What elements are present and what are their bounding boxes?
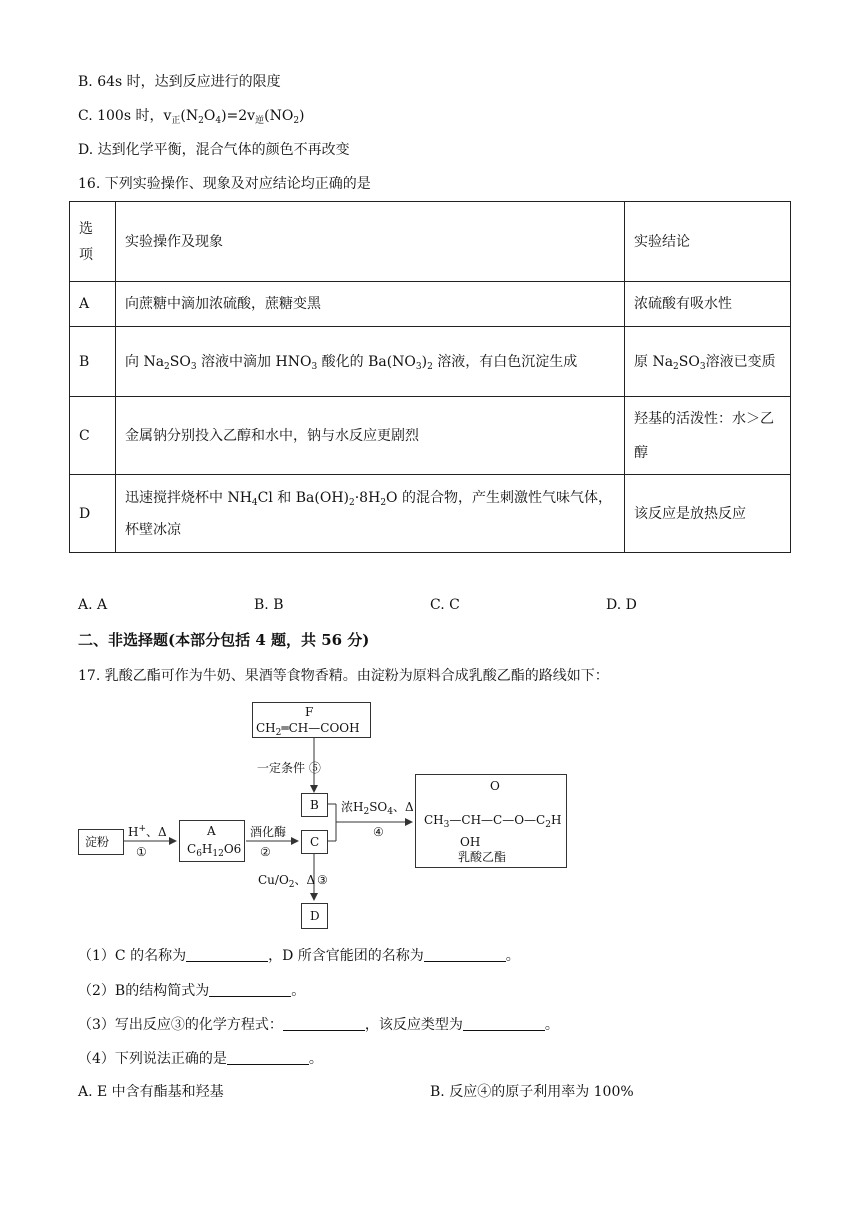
- compound-c-label: C: [310, 835, 320, 849]
- product-carbonyl-o: O: [490, 779, 500, 793]
- q15-option-d: D. 达到化学平衡，混合气体的颜色不再改变: [78, 142, 350, 158]
- q15-option-c: C. 100s 时，$v_正(N_2O_4)=2v_逆(NO_2)$: [78, 108, 305, 126]
- header-conclusion: 实验结论: [625, 202, 791, 282]
- step-number-1: ①: [136, 845, 147, 859]
- answer-blank[interactable]: [227, 1050, 309, 1065]
- condition-3: $Cu/O_2$、Δ: [258, 873, 316, 890]
- answer-blank[interactable]: [463, 1016, 545, 1031]
- answer-option-d: D. D: [606, 597, 637, 613]
- q17-sub2: （2）B的结构简式为 。: [78, 983, 306, 999]
- condition-1: H+、Δ: [128, 824, 167, 839]
- product-hydroxyl: OH: [460, 835, 481, 849]
- condition-5: 一定条件 ⑤: [257, 761, 321, 775]
- answer-blank[interactable]: [209, 982, 291, 997]
- q16-stem: 16. 下列实验操作、现象及对应结论均正确的是: [78, 176, 371, 192]
- table-row: [70, 397, 791, 475]
- q17-sub3: （3）写出反应③的化学方程式： ，该反应类型为 。: [78, 1017, 559, 1033]
- row-operation: 迅速搅拌烧杯中 $NH_4Cl$ 和 $Ba(OH)_2\cdot 8H_2O$ 的混合物，产生刺激性气味气体， 杯壁冰凉: [116, 475, 625, 553]
- compound-c-box: [301, 830, 328, 854]
- q17-sub4: （4）下列说法正确的是 。: [78, 1051, 323, 1067]
- compound-b-label: B: [310, 798, 319, 812]
- starch-label: 淀粉: [85, 835, 110, 849]
- table-header-row: [70, 202, 791, 282]
- q15-option-b: B. 64s 时，达到反应进行的限度: [78, 74, 281, 90]
- q17-option-b: B. 反应④的原子利用率为 100%: [430, 1084, 634, 1100]
- row-conclusion: 原 $Na_2SO_3$溶液已变质: [625, 327, 791, 397]
- step-number-3: ③: [317, 873, 328, 887]
- compound-f-label: F: [305, 705, 314, 719]
- compound-f-box: [252, 702, 371, 738]
- step-number-2: ②: [260, 845, 271, 859]
- row-conclusion: 该反应是放热反应: [625, 475, 791, 553]
- table-row: [70, 327, 791, 397]
- answer-option-b: B. B: [254, 597, 284, 613]
- starch-box: [78, 829, 124, 855]
- q16-answer-options: [0, 597, 860, 617]
- row-operation: 金属钠分别投入乙醇和水中，钠与水反应更剧烈: [116, 397, 625, 475]
- q17-sub1: （1）C 的名称为 ，D 所含官能团的名称为 。: [78, 948, 520, 964]
- q17-option-a: A. E 中含有酯基和羟基: [78, 1084, 224, 1100]
- answer-option-a: A. A: [78, 597, 108, 613]
- row-operation: 向 $Na_2SO_3$ 溶液中滴加 $HNO_3$ 酸化的 $Ba(NO_3)_2$ 溶液，有白色沉淀生成: [116, 327, 625, 397]
- answer-blank[interactable]: [283, 1016, 365, 1031]
- condition-2: 酒化酶: [250, 825, 287, 839]
- header-operation: 实验操作及现象: [116, 202, 625, 282]
- compound-b-box: [301, 793, 328, 817]
- q16-table: [69, 201, 791, 553]
- compound-d-label: D: [310, 909, 320, 923]
- product-name: 乳酸乙酯: [458, 850, 507, 864]
- row-label: C: [70, 397, 116, 475]
- compound-a-formula: $C_6H_{12}O6$: [187, 842, 242, 859]
- table-row: [70, 282, 791, 327]
- answer-blank[interactable]: [424, 947, 506, 962]
- row-conclusion: 浓硫酸有吸水性: [625, 282, 791, 327]
- ethyl-lactate-box: [415, 774, 567, 868]
- compound-a-label: A: [207, 824, 216, 838]
- product-main-chain: $CH_3—CH—C—O—C_2H$: [424, 813, 562, 830]
- compound-d-box: [301, 903, 328, 929]
- q17-stem: 17. 乳酸乙酯可作为牛奶、果酒等食物香精。由淀粉为原料合成乳酸乙酯的路线如下：: [78, 668, 609, 684]
- section-heading: 二、非选择题(本部分包括 4 题，共 56 分): [78, 631, 370, 649]
- compound-a-box: [179, 820, 245, 862]
- table-row: [70, 475, 791, 553]
- header-option: 选 项: [70, 202, 116, 282]
- step-number-4: ④: [373, 825, 384, 839]
- compound-f-formula: $CH_2═CH—COOH$: [256, 721, 360, 738]
- row-label: D: [70, 475, 116, 553]
- row-label: A: [70, 282, 116, 327]
- condition-4: 浓$H_2SO_4$、Δ: [341, 800, 414, 817]
- row-label: B: [70, 327, 116, 397]
- answer-blank[interactable]: [186, 947, 268, 962]
- answer-option-c: C. C: [430, 597, 460, 613]
- row-conclusion: 羟基的活泼性：水＞乙 醇: [625, 397, 791, 475]
- row-operation: 向蔗糖中滴加浓硫酸，蔗糖变黑: [116, 282, 625, 327]
